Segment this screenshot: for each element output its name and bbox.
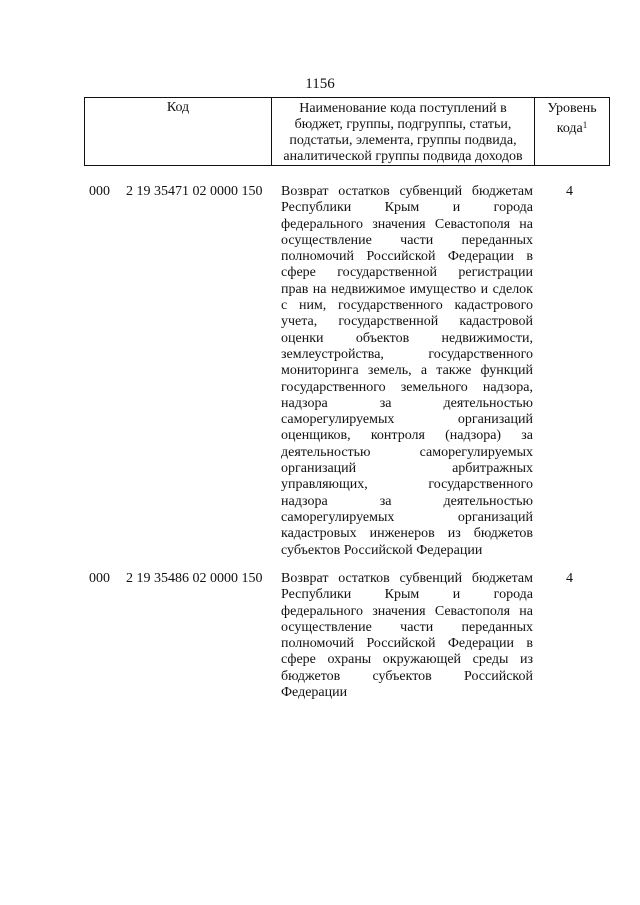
row-name-line: Возврат остатков субвенций бюджетам xyxy=(281,184,533,199)
row-name-line: бюджетов субъектов Российской xyxy=(281,668,533,684)
row-name-line: федерального значения Севастополя на xyxy=(281,216,533,232)
row-name-line: землеустройства, государственного xyxy=(281,346,533,362)
header-code: Код xyxy=(85,98,272,166)
header-name xyxy=(272,98,535,166)
row-name-line: учета, государственной кадастровой xyxy=(281,314,533,330)
row-name-line: федерального значения Севастополя на xyxy=(281,603,533,619)
row-name-line: Федерации xyxy=(281,685,348,701)
row-name-line: организаций арбитражных xyxy=(281,461,533,477)
row-prefix: 000 xyxy=(89,184,110,199)
page-number: 1156 xyxy=(305,76,335,92)
header-name-line: бюджет, группы, подгруппы, статьи, xyxy=(294,117,512,132)
row-name-line: осуществление части переданных xyxy=(281,619,533,635)
row-prefix: 000 xyxy=(89,571,110,586)
row-name-line: полномочий Российской Федерации в xyxy=(281,636,533,652)
row-code: 2 19 35471 02 0000 150 xyxy=(126,184,263,199)
row-name-line: саморегулируемых организаций xyxy=(281,412,533,428)
row-name-line: кадастровых инженеров из бюджетов xyxy=(281,526,533,542)
row-level: 4 xyxy=(566,571,573,586)
row-name-line: осуществление части переданных xyxy=(281,232,533,248)
header-level-line: Уровень xyxy=(547,101,597,116)
row-name-line: субъектов Российской Федерации xyxy=(281,542,483,558)
header-name-line: подстатьи, элемента, группы подвида, xyxy=(289,133,517,148)
row-code: 2 19 35486 02 0000 150 xyxy=(126,571,263,586)
row-name-line: прав на недвижимое имущество и сделок xyxy=(281,281,533,297)
row-name-line: Республики Крым и города xyxy=(281,587,533,603)
header-name-line: аналитической группы подвида доходов xyxy=(283,149,523,164)
row-name-line: управляющих, государственного xyxy=(281,477,533,493)
row-name-line: сфере охраны окружающей среды из xyxy=(281,652,533,668)
row-name-line: надзора за деятельностью xyxy=(281,395,533,411)
row-name-line: саморегулируемых организаций xyxy=(281,509,533,525)
header-level-word: кода xyxy=(556,121,583,136)
header-name-line: Наименование кода поступлений в xyxy=(299,101,507,116)
row-name-line: с ним, государственного кадастрового xyxy=(281,298,533,314)
row-name-line: надзора за деятельностью xyxy=(281,493,533,509)
row-name-line: Возврат остатков субвенций бюджетам xyxy=(281,571,533,586)
row-name-line: оценки объектов недвижимости, xyxy=(281,330,533,346)
row-name-line: деятельностью саморегулируемых xyxy=(281,444,533,460)
header-level-line xyxy=(535,117,609,137)
row-name-line: мониторинга земель, а также функций xyxy=(281,363,533,379)
header-level xyxy=(535,98,610,166)
row-name xyxy=(281,571,533,701)
row-name-line: Республики Крым и города xyxy=(281,200,533,216)
row-level: 4 xyxy=(566,184,573,199)
row-name-line: полномочий Российской Федерации в xyxy=(281,249,533,265)
row-name xyxy=(281,184,533,559)
row-name-line: сфере государственной регистрации xyxy=(281,265,533,281)
header-level-footnote: 1 xyxy=(582,120,588,130)
row-name-line: государственного земельного надзора, xyxy=(281,379,533,395)
table-header xyxy=(84,97,610,166)
row-name-line: оценщиков, контроля (надзора) за xyxy=(281,428,533,444)
